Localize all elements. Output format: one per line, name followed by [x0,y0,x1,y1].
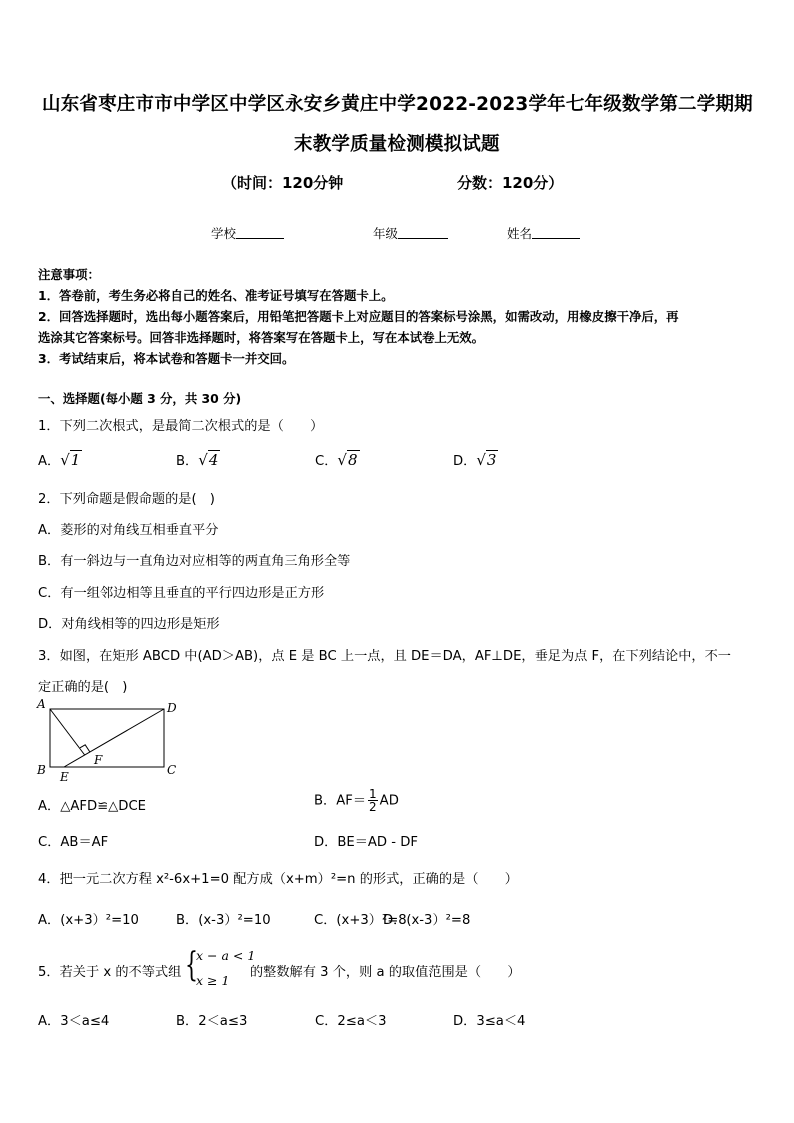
q2-option-a: A．菱形的对角线互相垂直平分 [38,523,219,538]
q3-option-a: A．△AFD≌△DCE [38,799,146,814]
q5-option-d: D．3≤a＜4 [453,1014,526,1029]
label-c: C [167,763,177,777]
fraction-one-half: $\frac{1}{2}$ [369,787,377,814]
note-1: 1．答卷前，考生务必将自己的姓名、准考证号填写在答题卡上。 [38,288,394,303]
grade-label: 年级 [373,226,399,241]
q3-option-c: C．AB＝AF [38,835,109,850]
q5-inequality-1: x − a < 1 [196,948,256,963]
q3-stem-a: 3．如图，在矩形 ABCD 中(AD＞AB)，点 E 是 BC 上一点，且 DE＝DA，AF⊥DE，垂足为点 F，在下列结论中，不一 [38,649,731,664]
section-heading: 一、选择题(每小题 3 分，共 30 分) [38,391,242,406]
q2-option-d: D．对角线相等的四边形是矩形 [38,617,220,632]
rectangle-abcd [50,709,164,767]
label-a: A [37,698,46,711]
q2-stem: 2．下列命题是假命题的是( ) [38,492,215,507]
sqrt-sign: √1 [60,451,81,469]
label-e: E [60,770,69,784]
q5-inequality-2: x ≥ 1 [196,973,230,988]
q4-stem: 4．把一元二次方程 x²-6x+1=0 配方成（x+m）²=n 的形式，正确的是（ ） [38,872,518,887]
rectangle-figure [34,698,184,784]
grade-field [373,224,448,242]
q4-option-c: C．(x+3）²=8 [314,913,407,928]
title-line-2: 末教学质量检测模拟试题 [294,134,500,155]
sqrt-sign: √8 [337,451,358,469]
segment-af [50,709,85,755]
q4-option-d: D．(x-3）²=8 [383,913,471,928]
q2-option-b: B．有一斜边与一直角边对应相等的两直角三角形全等 [38,554,351,569]
q3-stem-b: 定正确的是( ) [38,680,128,695]
sqrt-sign: √3 [476,451,497,469]
notes-heading: 注意事项： [38,267,100,282]
name-blank [532,226,580,239]
q5-stem-post: 的整数解有 3 个，则 a 的取值范围是（ ） [250,965,521,980]
q1-stem: 1．下列二次根式，是最简二次根式的是（ ） [38,419,324,434]
grade-blank [398,226,448,239]
q5-stem-pre: 5．若关于 x 的不等式组 [38,965,182,980]
title-line-1: 山东省枣庄市市中学区中学区永安乡黄庄中学2022-2023学年七年级数学第二学期期 [42,94,753,115]
school-label: 学校 [211,226,237,241]
q1-option-b: B．√4 [176,451,219,469]
name-field [507,224,580,242]
q3-option-b: B．AF＝ $\frac{1}{2}$ AD [314,787,399,814]
q5-option-c: C．2≤a＜3 [315,1014,387,1029]
school-field [211,224,284,242]
q1-option-a: A．√1 [38,451,81,469]
label-f: F [94,753,103,767]
note-3: 3．考试结束后，将本试卷和答题卡一并交回。 [38,351,295,366]
exam-score: 分数：120分） [457,174,564,192]
name-label: 姓名 [507,226,533,241]
school-blank [236,226,284,239]
label-d: D [167,701,177,715]
sqrt-sign: √4 [198,451,219,469]
segment-de [64,709,164,767]
q2-option-c: C．有一组邻边相等且垂直的平行四边形是正方形 [38,586,325,601]
exam-time: （时间：120分钟 [222,174,344,192]
q3-option-d: D．BE＝AD - DF [314,835,418,850]
q1-option-c: C．√8 [315,451,358,469]
q4-option-a: A．(x+3）²=10 [38,913,139,928]
q4-option-b: B．(x-3）²=10 [176,913,271,928]
q1-option-d: D．√3 [453,451,497,469]
note-2b: 选涂其它答案标号。回答非选择题时，将答案写在答题卡上，写在本试卷上无效。 [38,330,485,345]
q5-option-b: B．2＜a≤3 [176,1014,248,1029]
brace-icon: { [185,945,198,985]
q5-option-a: A．3＜a≤4 [38,1014,110,1029]
note-2a: 2．回答选择题时，选出每小题答案后，用铅笔把答题卡上对应题目的答案标号涂黑，如需改动，用橡皮擦干净后，再 [38,309,679,324]
label-b: B [37,763,46,777]
